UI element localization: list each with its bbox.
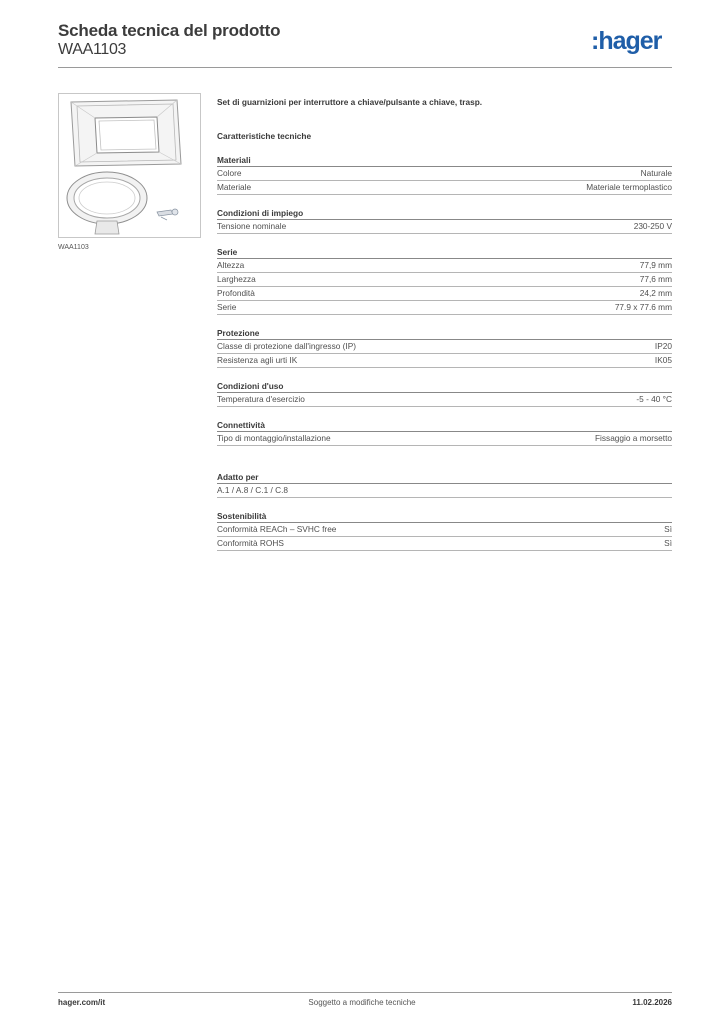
spec-label: Resistenza agli urti IK	[217, 355, 298, 365]
product-image	[58, 93, 201, 238]
spec-value: 77,6 mm	[639, 274, 672, 284]
spec-row	[217, 301, 672, 315]
spec-value: -5 - 40 °C	[636, 394, 672, 404]
spec-row	[217, 393, 672, 407]
spec-label: Conformità REACh – SVHC free	[217, 524, 337, 534]
spec-row	[217, 523, 672, 537]
footer-divider	[58, 992, 672, 993]
spec-label: Classe di protezione dall'ingresso (IP)	[217, 341, 357, 351]
spec-label: A.1 / A.8 / C.1 / C.8	[217, 485, 289, 495]
spec-row	[217, 432, 672, 446]
section-condizioni-impiego	[217, 207, 672, 234]
spec-value: Naturale	[640, 168, 672, 178]
spec-row	[217, 287, 672, 301]
page-title: Scheda tecnica del prodotto	[58, 21, 281, 40]
spec-row	[217, 537, 672, 551]
section-connettivita	[217, 419, 672, 446]
product-description: Set di guarnizioni per interruttore a chiave/pulsante a chiave, trasp.	[217, 97, 483, 107]
tech-heading: Caratteristiche tecniche	[217, 131, 312, 141]
spec-row	[217, 181, 672, 195]
spec-label: Profondità	[217, 288, 255, 298]
spec-value: IK05	[654, 355, 672, 365]
section-protezione	[217, 327, 672, 368]
spec-value: 230-250 V	[633, 221, 672, 231]
spec-row	[217, 259, 672, 273]
spec-row	[217, 273, 672, 287]
gasket-set-drawing	[59, 94, 200, 237]
spec-content	[217, 96, 672, 551]
spec-row	[217, 354, 672, 368]
spec-row	[217, 484, 672, 498]
product-code: WAA1103	[58, 41, 127, 58]
section-title: Sostenibilità	[217, 510, 672, 523]
footer-date: 11.02.2026	[632, 998, 672, 1007]
spec-label: Tipo di montaggio/installazione	[217, 433, 331, 443]
spec-value: 77,9 mm	[639, 260, 672, 270]
section-title: Serie	[217, 246, 672, 259]
spec-value: IP20	[654, 341, 672, 351]
spec-label: Temperatura d'esercizio	[217, 394, 305, 404]
spec-value: Sì	[664, 538, 672, 548]
section-title: Condizioni d'uso	[217, 380, 672, 393]
section-materiali	[217, 154, 672, 195]
spec-label: Larghezza	[217, 274, 256, 284]
header-divider	[58, 67, 672, 68]
spec-label: Conformità ROHS	[217, 538, 284, 548]
hager-logo-text: :hager	[591, 27, 662, 55]
spec-label: Altezza	[217, 260, 245, 270]
section-title: Adatto per	[217, 471, 672, 484]
section-serie	[217, 246, 672, 315]
spec-value: 77.9 x 77.6 mm	[614, 302, 672, 312]
spec-value: Sì	[664, 524, 672, 534]
footer-website-link[interactable]: hager.com/it	[58, 998, 106, 1007]
section-title: Protezione	[217, 327, 672, 340]
section-title: Condizioni di impiego	[217, 207, 672, 220]
spec-label: Serie	[217, 302, 237, 312]
spec-row	[217, 220, 672, 234]
section-adatto-per	[217, 471, 672, 498]
spec-row	[217, 340, 672, 354]
section-condizioni-uso	[217, 380, 672, 407]
spec-label: Colore	[217, 168, 242, 178]
spec-value: Materiale termoplastico	[586, 182, 672, 192]
image-caption: WAA1103	[58, 244, 89, 251]
section-title: Connettività	[217, 419, 672, 432]
spec-row	[217, 167, 672, 181]
section-title: Materiali	[217, 154, 672, 167]
section-sostenibilita	[217, 510, 672, 551]
spec-value: Fissaggio a morsetto	[594, 433, 672, 443]
footer-note: Soggetto a modifiche tecniche	[308, 998, 416, 1007]
spec-value: 24,2 mm	[639, 288, 672, 298]
hager-logo	[591, 27, 675, 57]
spec-label: Tensione nominale	[217, 221, 287, 231]
spec-label: Materiale	[217, 182, 252, 192]
